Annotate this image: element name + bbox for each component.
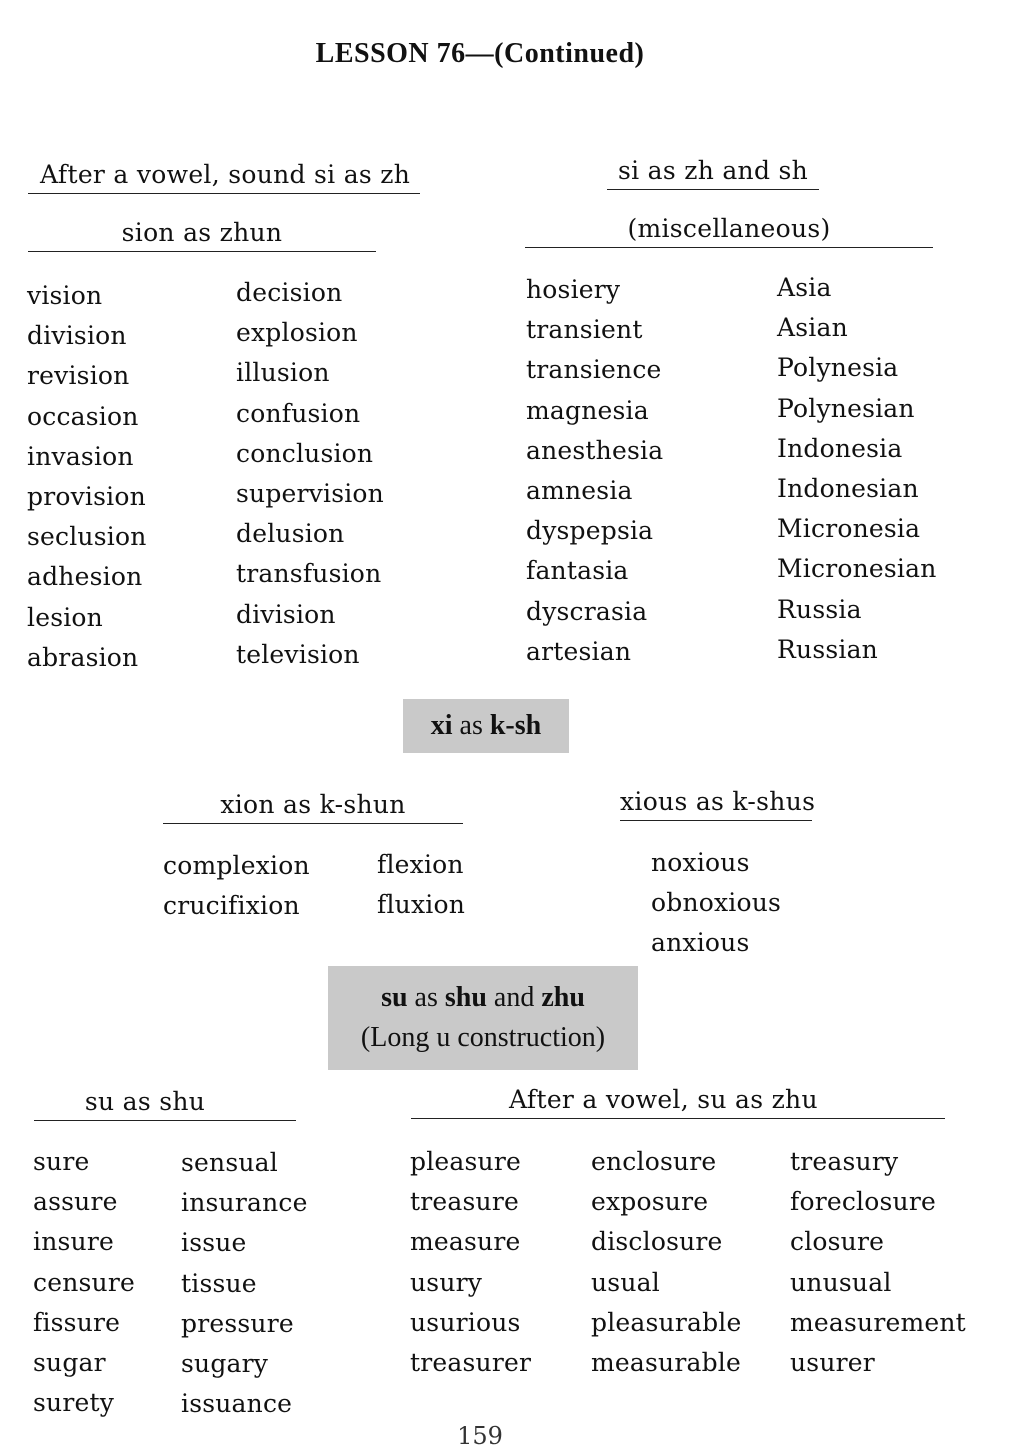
list-item: fluxion [377,890,465,920]
list-sion-col1 [27,276,147,678]
page-title: LESSON 76—(Continued) [315,38,645,69]
list-item: explosion [236,318,358,348]
list-item: supervision [236,478,384,508]
list-sion-col2 [236,273,384,675]
box-xi-part1: xi [430,710,453,741]
list-item: measure [410,1227,521,1257]
list-item: treasure [410,1187,519,1217]
list-item: vision [27,281,103,310]
list-item: invasion [27,441,134,471]
list-item: Indonesia [777,433,903,463]
list-item: Polynesia [777,353,899,383]
list-item: anxious [651,928,750,958]
list-item: artesian [526,636,632,666]
list-item: illusion [236,358,330,388]
list-item: fissure [33,1307,121,1337]
box-su-part1: su [381,982,408,1013]
heading-xious-as-kshus: xious as k-shus [620,787,812,821]
list-item: unusual [790,1267,892,1297]
list-item: Russian [777,634,878,664]
list-item: division [27,321,127,351]
list-item: usurious [410,1307,521,1337]
heading-si-as-zh: After a vowel, sound si as zh [28,160,420,194]
list-item: occasion [27,401,139,431]
list-item: noxious [651,848,750,877]
box-su-line2: (Long u construction) [360,1022,606,1053]
box-xi-part2: as [452,710,490,741]
list-item: Polynesian [777,393,915,423]
list-item: television [236,639,360,669]
list-item: magnesia [526,395,649,425]
list-item: usurer [790,1347,875,1377]
list-item: Russia [777,594,862,624]
box-su-part5: zhu [541,982,585,1013]
list-su-shu-col2 [181,1143,308,1424]
list-item: pleasurable [591,1307,742,1337]
list-item: transfusion [236,559,382,589]
list-item: censure [33,1267,135,1297]
list-item: dyscrasia [526,596,648,626]
list-item: disclosure [591,1227,723,1257]
page-number: 159 [457,1422,503,1450]
list-item: transience [526,355,662,385]
list-item: Indonesian [777,473,919,503]
list-item: Micronesian [777,554,937,584]
list-item: insure [33,1227,114,1257]
list-item: insurance [181,1188,308,1218]
list-xion-col1 [163,846,310,926]
list-item: anesthesia [526,435,664,465]
list-item: enclosure [591,1147,717,1176]
list-item: measurement [790,1307,966,1337]
list-item: lesion [27,602,103,632]
list-item: dyspepsia [526,516,654,546]
list-item: closure [790,1227,885,1257]
list-item: pressure [181,1308,294,1338]
list-item: Micronesia [777,514,921,544]
list-item: fantasia [526,556,629,586]
list-item: Asia [777,273,832,302]
subheading-sion-as-zhun: sion as zhun [28,218,376,252]
list-item: decision [236,278,343,307]
list-misc-col2 [777,268,937,670]
list-item: adhesion [27,562,143,592]
list-item: revision [27,361,130,391]
list-misc-col1 [526,270,663,672]
list-item: assure [33,1187,118,1217]
box-xi-as-ksh [403,699,569,753]
list-item: flexion [377,850,464,879]
list-item: complexion [163,851,310,880]
list-item: hosiery [526,275,621,304]
heading-su-as-shu: su as shu [34,1087,296,1121]
list-xious [651,843,781,964]
heading-xion-as-kshun: xion as k-shun [163,790,463,824]
list-item: crucifixion [163,891,300,921]
list-item: seclusion [27,522,147,552]
list-xion-col2 [377,845,465,925]
list-item: usury [410,1267,483,1297]
box-su-part2: as [407,982,445,1013]
list-su-zhu-col2 [591,1142,741,1383]
list-item: measurable [591,1347,741,1377]
list-item: sugary [181,1348,269,1378]
heading-si-as-zh-and-sh: si as zh and sh [607,156,819,190]
list-item: delusion [236,519,345,549]
list-item: sugar [33,1347,106,1377]
box-su-as-shu-and-zhu [328,966,638,1070]
list-item: amnesia [526,475,633,505]
box-su-part3: shu [444,982,487,1013]
list-item: tissue [181,1268,257,1298]
list-item: treasurer [410,1347,532,1377]
list-item: transient [526,315,643,345]
list-item: issue [181,1228,247,1258]
list-item: confusion [236,398,361,428]
list-item: obnoxious [651,888,782,918]
heading-su-as-zhu: After a vowel, su as zhu [411,1085,945,1119]
list-item: exposure [591,1187,709,1217]
list-item: sure [33,1147,90,1176]
list-item: issuance [181,1389,293,1419]
list-item: Asian [777,313,848,343]
list-su-zhu-col1 [410,1142,531,1383]
list-item: division [236,599,336,629]
list-item: usual [591,1267,660,1297]
list-item: provision [27,481,146,511]
box-su-line1 [328,978,638,1018]
list-item: treasury [790,1147,899,1176]
list-item: sensual [181,1148,278,1177]
list-item: pleasure [410,1147,521,1176]
list-item: foreclosure [790,1187,936,1217]
list-item: conclusion [236,438,374,468]
box-su-part4: and [486,982,542,1013]
list-su-zhu-col3 [790,1142,966,1383]
list-su-shu-col1 [33,1142,135,1423]
box-xi-part3: k-sh [489,710,542,741]
subheading-miscellaneous: (miscellaneous) [525,214,933,248]
list-item: surety [33,1388,115,1418]
list-item: abrasion [27,642,139,672]
